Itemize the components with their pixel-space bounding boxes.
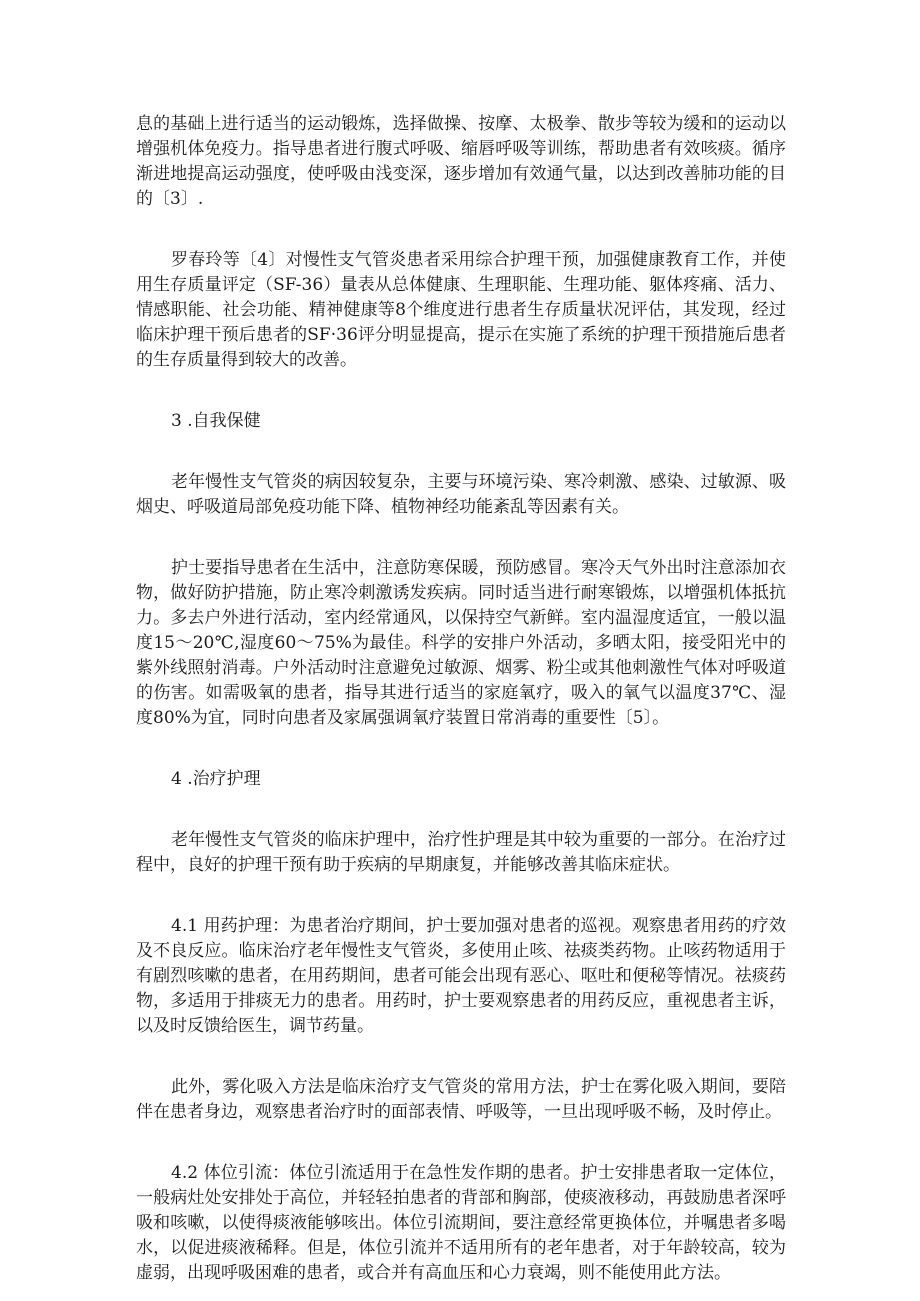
- paragraph-nebulization: 此外，雾化吸入方法是临床治疗支气管炎的常用方法，护士在雾化吸入期间，要陪伴在患者身边，观察患者治疗时的面部表情、呼吸等，一旦出现呼吸不畅，及时停止。: [136, 1077, 786, 1122]
- document-body: [136, 112, 786, 1286]
- paragraph-treatment-intro: 老年慢性支气管炎的临床护理中，治疗性护理是其中较为重要的一部分。在治疗过程中，良好的护理干预有助于疾病的早期康复，并能够改善其临床症状。: [136, 830, 786, 875]
- paragraph-postural-drainage: 4.2 体位引流：体位引流适用于在急性发作期的患者。护士安排患者取一定体位，一般病灶处安排处于高位，并轻轻拍患者的背部和胸部，使痰液移动，再鼓励患者深呼吸和咳嗽，以使得痰液能够咳出。体位引流期间，要注意经常更换体位，并嘱患者多喝水，以促进痰液稀释。但是，体位引流并不适用所有的老年患者，对于年龄较高，较为虚弱，出现呼吸困难的患者，或合并有高血压和心力衰竭，则不能使用此方法。: [136, 1163, 786, 1283]
- section-heading-self-care: 3 .自我保健: [171, 411, 261, 431]
- paragraph-nurse-guidance: 护士要指导患者在生活中，注意防寒保暖，预防感冒。寒冷天气外出时注意添加衣物，做好防护措施，防止寒冷刺激诱发疾病。同时适当进行耐寒锻炼，以增强机体抵抗力。多去户外进行活动，室内经常通风，以保持空气新鲜。室内温湿度适宜，一般以温度15～20℃,湿度60～75%为最佳。科学的安排户外活动，多晒太阳，接受阳光中的紫外线照射消毒。户外活动时注意避免过敏源、烟雾、粉尘或其他刺激性气体对呼吸道的伤害。如需吸氧的患者，指导其进行适当的家庭氧疗，吸入的氧气以温度37℃、湿度80%为宜，同时向患者及家属强调氧疗装置日常消毒的重要性〔5〕。: [136, 558, 786, 728]
- paragraph-etiology: 老年慢性支气管炎的病因较复杂，主要与环境污染、寒冷刺激、感染、过敏源、吸烟史、呼吸道局部免疫功能下降、植物神经功能紊乱等因素有关。: [136, 472, 786, 517]
- paragraph-exercise-continued: 息的基础上进行适当的运动锻炼，选择做操、按摩、太极拳、散步等较为缓和的运动以增强机体免疫力。指导患者进行腹式呼吸、缩唇呼吸等训练，帮助患者有效咳痰。循序渐进地提高运动强度，使呼吸由浅变深，逐步增加有效通气量，以达到改善肺功能的目的〔3〕.: [136, 114, 786, 209]
- section-heading-treatment-care: 4 .治疗护理: [171, 769, 261, 789]
- paragraph-medication-care: 4.1 用药护理：为患者治疗期间，护士要加强对患者的巡视。观察患者用药的疗效及不良反应。临床治疗老年慢性支气管炎，多使用止咳、祛痰类药物。止咳药物适用于有剧烈咳嗽的患者，在用药期间，患者可能会出现有恶心、呕吐和便秘等情况。祛痰药物，多适用于排痰无力的患者。用药时，护士要观察患者的用药反应，重视患者主诉，以及时反馈给医生，调节药量。: [136, 916, 786, 1036]
- paragraph-luo-study: 罗春玲等〔4〕对慢性支气管炎患者采用综合护理干预，加强健康教育工作，并使用生存质量评定（SF-36）量表从总体健康、生理职能、生理功能、躯体疼痛、活力、情感职能、社会功能、精神健康等8个维度进行患者生存质量状况评估，其发现，经过临床护理干预后患者的SF·36评分明显提高，提示在实施了系统的护理干预措施后患者的生存质量得到较大的改善。: [136, 250, 786, 370]
